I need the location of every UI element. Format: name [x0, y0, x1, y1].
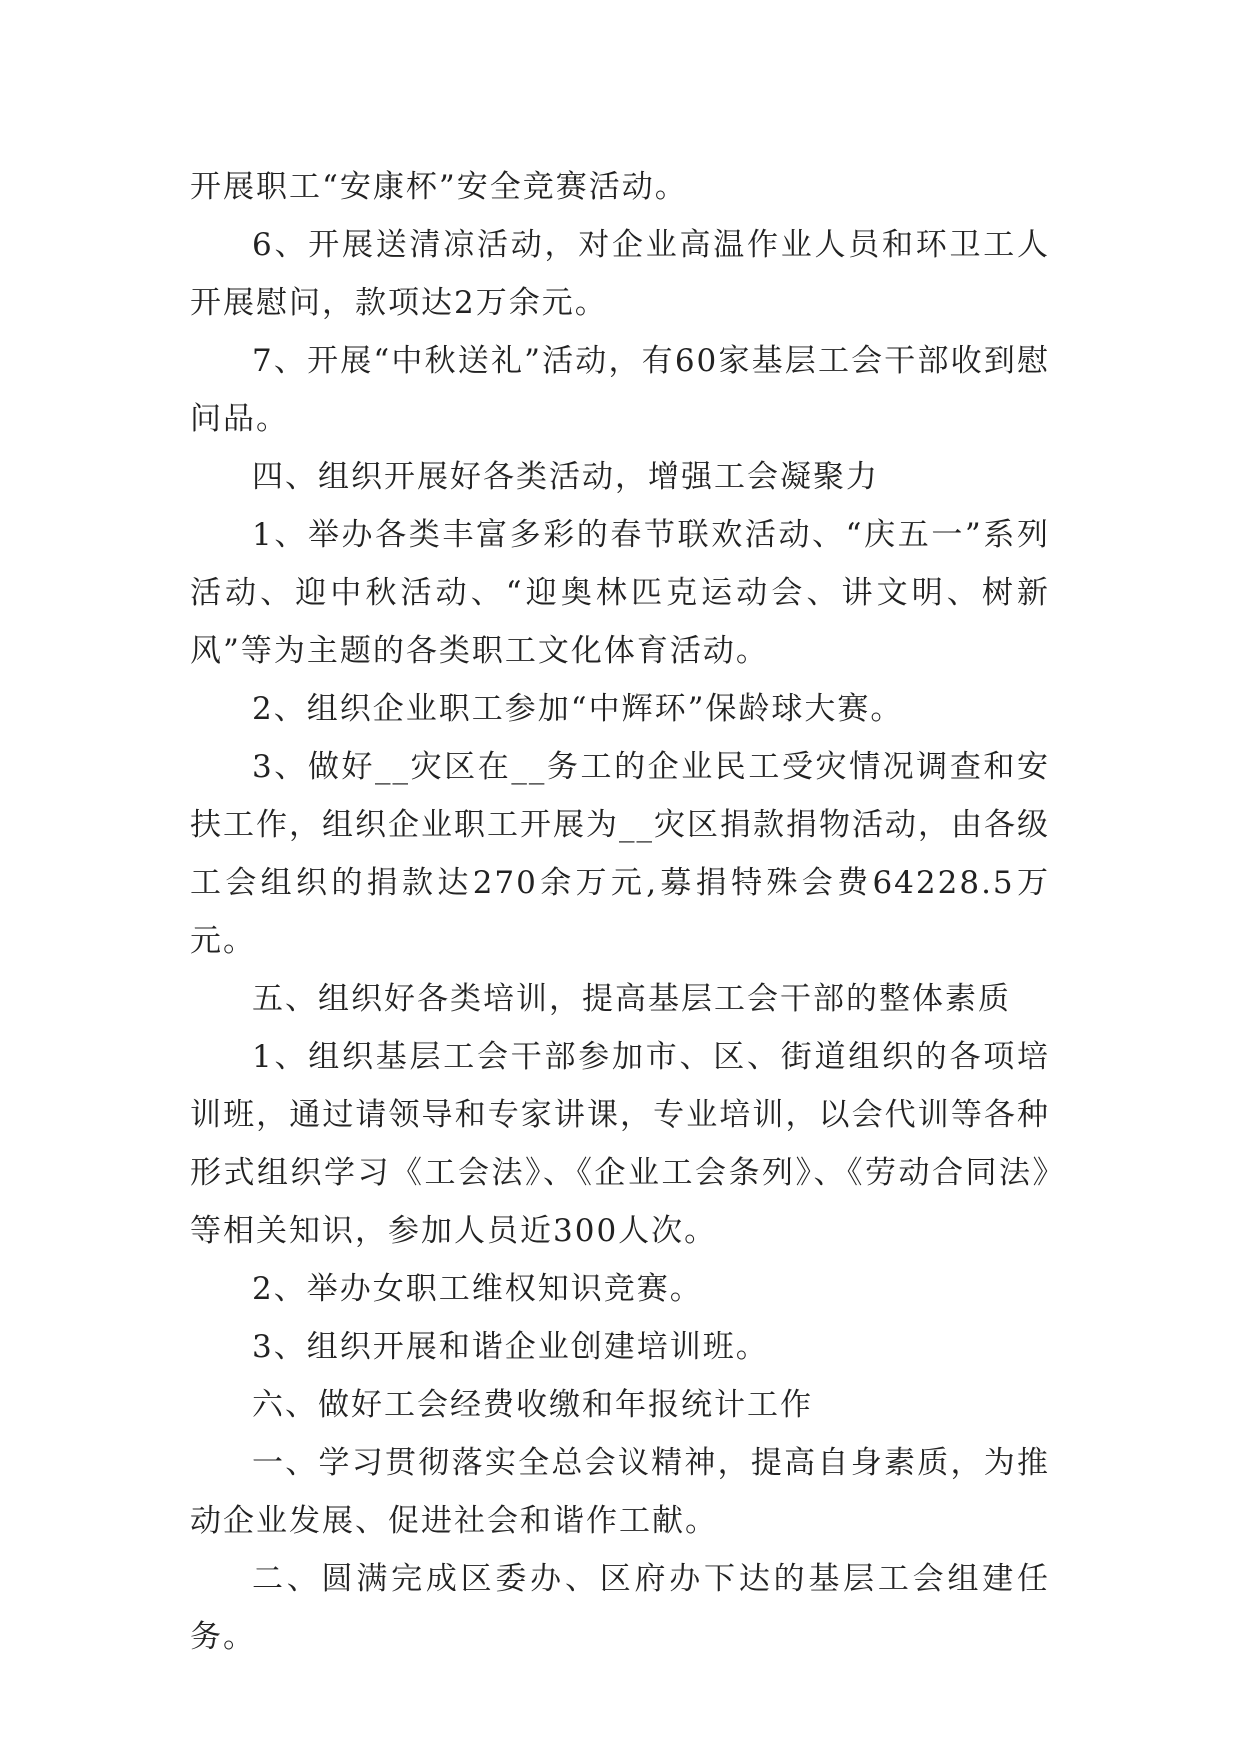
paragraph: 一、学习贯彻落实全总会议精神，提高自身素质，为推动企业发展、促进社会和谐作工献。	[190, 1445, 1050, 1539]
paragraph: 6、开展送清凉活动，对企业高温作业人员和环卫工人开展慰问，款项达2万余元。	[190, 227, 1050, 321]
paragraph: 1、组织基层工会干部参加市、区、街道组织的各项培训班，通过请领导和专家讲课，专业培训，以会代训等各种形式组织学习《工会法》、《企业工会条列》、《劳动合同法》等相关知识，参加人员近300人次。	[190, 1039, 1050, 1249]
paragraph: 开展职工“安康杯”安全竞赛活动。	[190, 169, 688, 205]
section-heading: 五、组织好各类培训，提高基层工会干部的整体素质	[252, 981, 1011, 1017]
section-heading: 四、组织开展好各类活动，增强工会凝聚力	[252, 459, 879, 495]
paragraph: 1、举办各类丰富多彩的春节联欢活动、“庆五一”系列活动、迎中秋活动、“迎奥林匹克运动会、讲文明、树新风”等为主题的各类职工文化体育活动。	[190, 517, 1050, 669]
paragraph: 二、圆满完成区委办、区府办下达的基层工会组建任务。	[190, 1561, 1050, 1655]
paragraph: 2、组织企业职工参加“中辉环”保龄球大赛。	[252, 691, 904, 727]
paragraph: 2、举办女职工维权知识竞赛。	[252, 1271, 703, 1307]
paragraph: 7、开展“中秋送礼”活动，有60家基层工会干部收到慰问品。	[190, 343, 1050, 437]
paragraph: 3、做好__灾区在__务工的企业民工受灾情况调查和安扶工作，组织企业职工开展为__灾区捐款捐物活动，由各级工会组织的捐款达270余万元,募捐特殊会费64228.5万元。	[190, 749, 1050, 959]
section-heading: 六、做好工会经费收缴和年报统计工作	[252, 1387, 813, 1423]
document-body	[190, 158, 1050, 1666]
paragraph: 3、组织开展和谐企业创建培训班。	[252, 1329, 769, 1365]
